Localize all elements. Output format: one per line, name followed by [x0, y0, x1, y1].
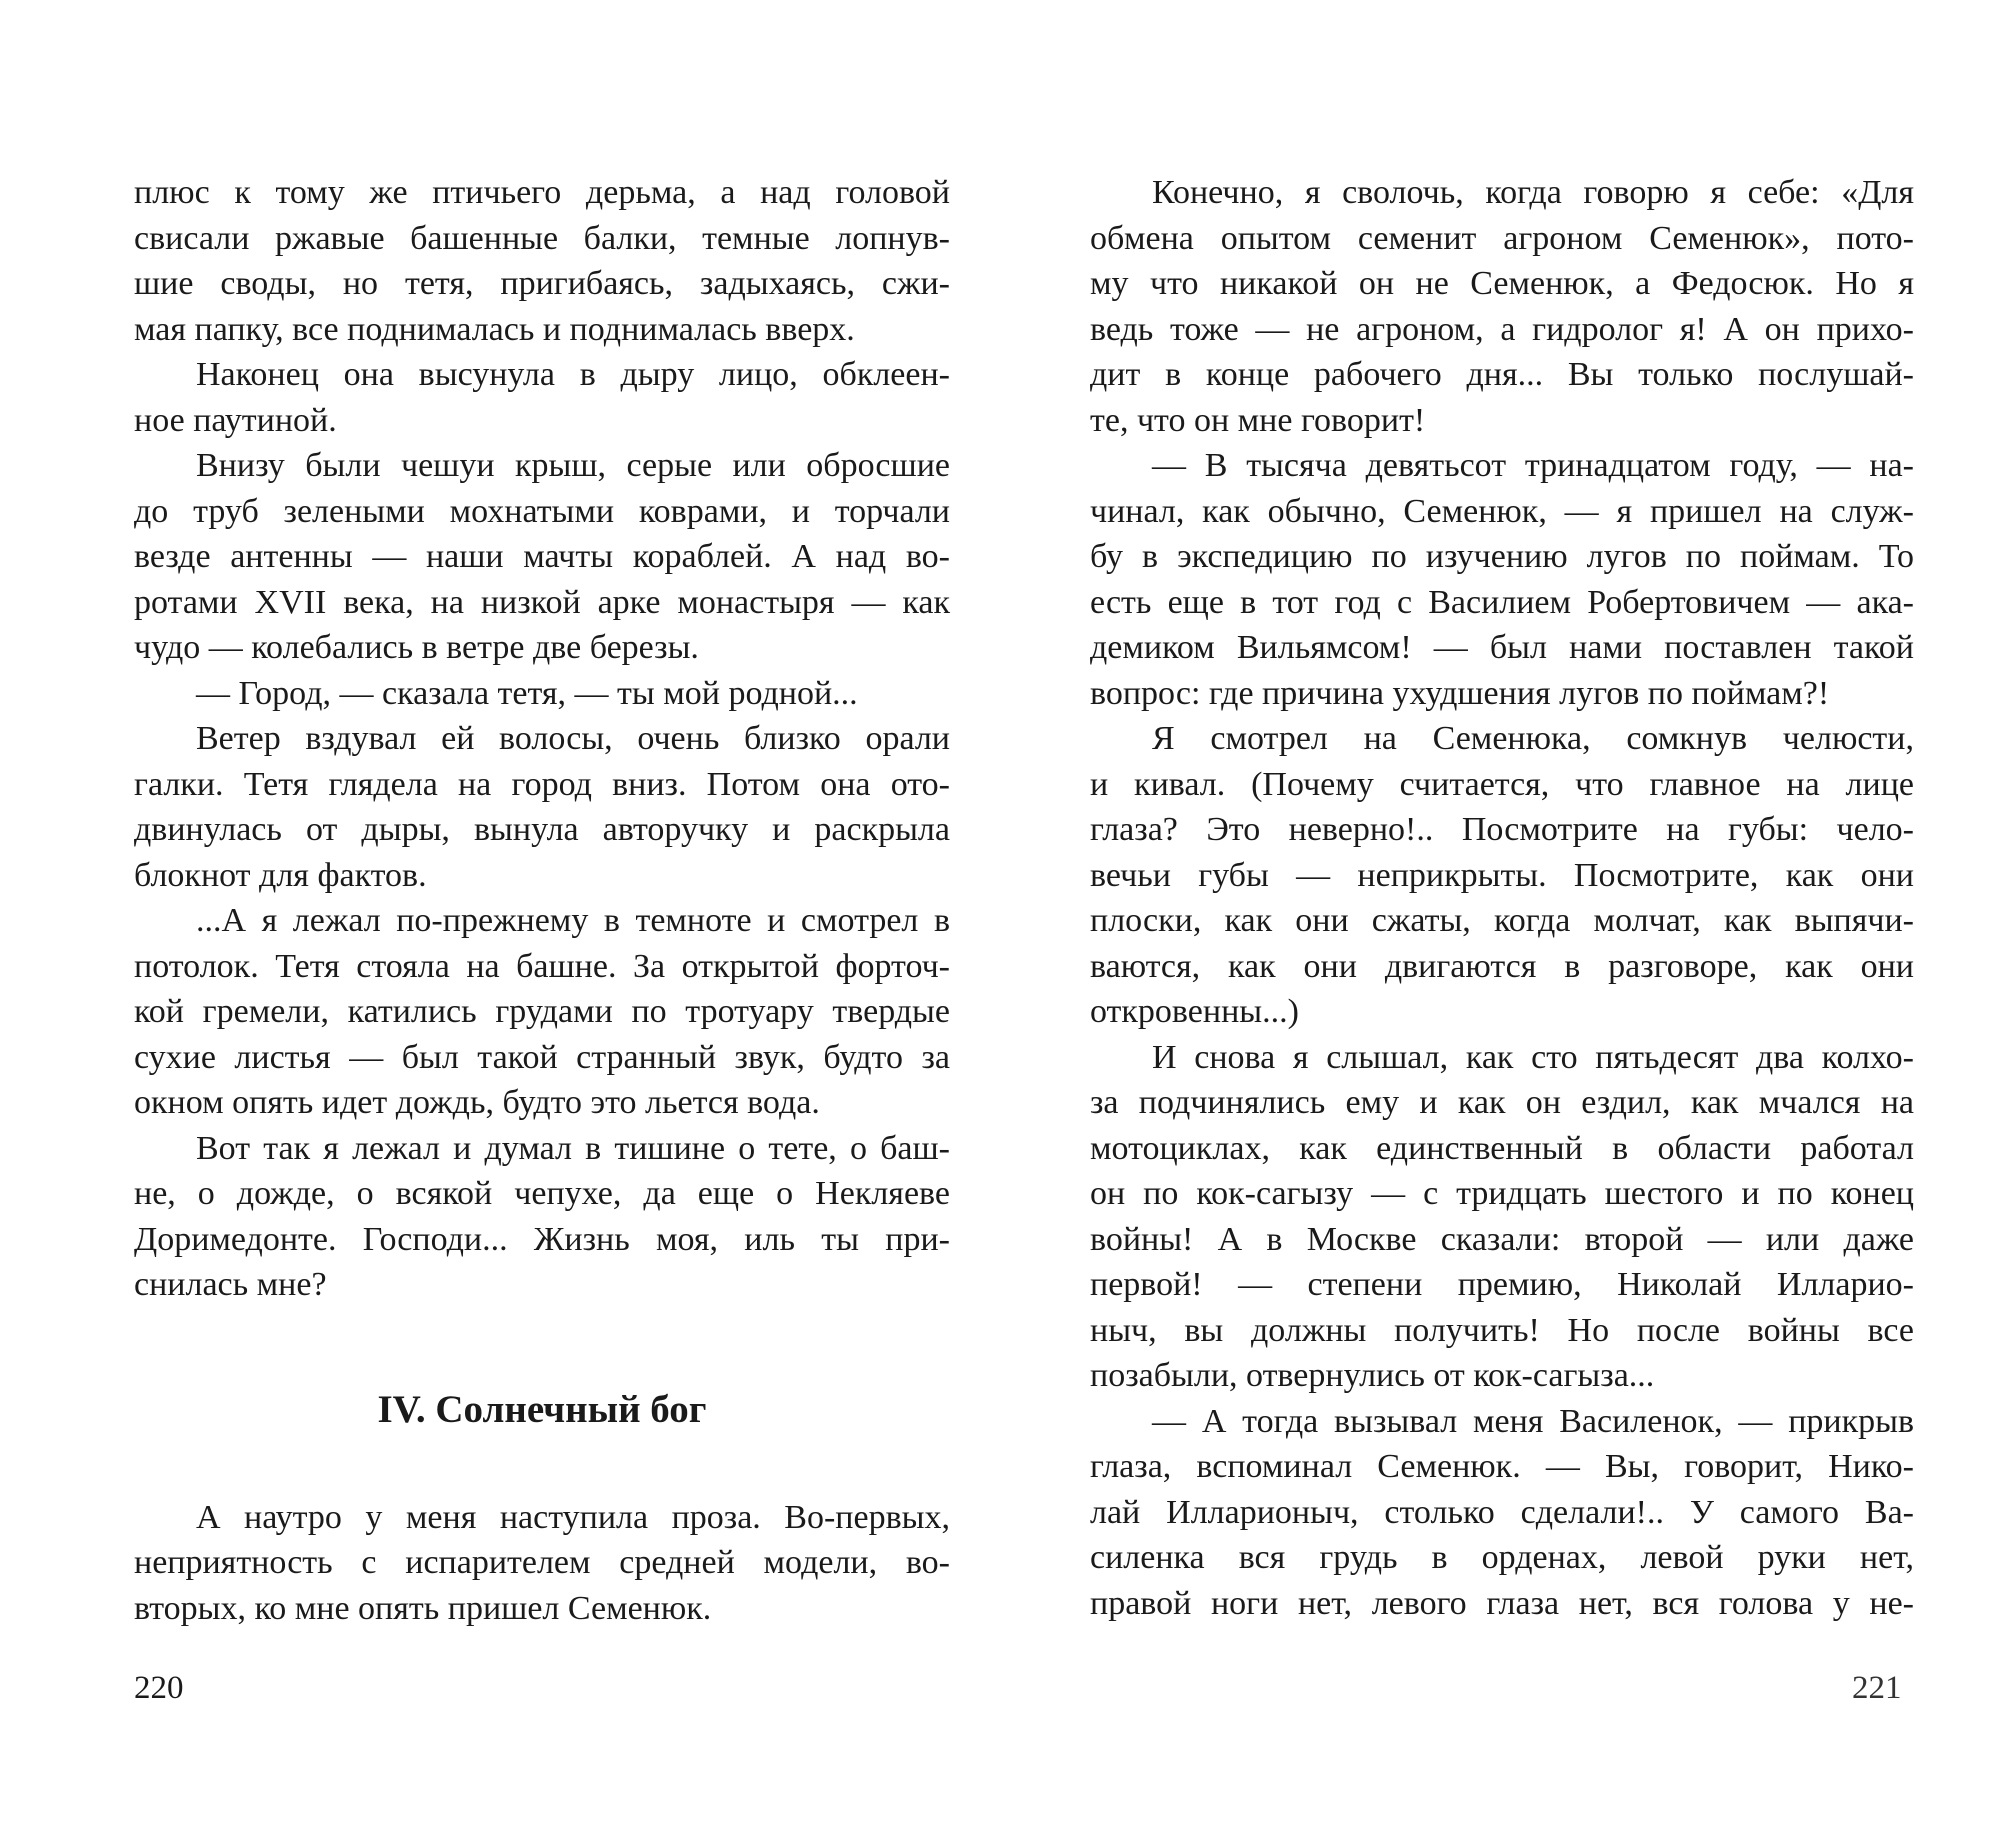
- text-line: дит в конце рабочего дня... Вы только послушай-: [1090, 356, 1914, 393]
- left-block-3: [134, 671, 950, 717]
- left-block-6: [134, 1126, 950, 1308]
- text-line: мая папку, все поднималась и поднималась вверх.: [134, 310, 855, 348]
- text-line: те, что он мне говорит!: [1090, 401, 1426, 439]
- text-line: лай Илларионыч, столько сделали!.. У самого Ва-: [1090, 1493, 1914, 1531]
- text-line: войны! А в Москве сказали: второй — или даже: [1090, 1220, 1914, 1258]
- text-line: И снова я слышал, как сто пятьдесят два колхо-: [1152, 1038, 1914, 1076]
- text-line: правой ноги нет, левого глаза нет, вся голова у не-: [1090, 1584, 1914, 1622]
- text-line: — А тогда вызывал меня Василенок, — прикрыв: [1152, 1402, 1914, 1440]
- left-block-2: [134, 443, 950, 671]
- right-block-3: [1090, 1035, 1914, 1399]
- text-line: силенка вся грудь в орденах, левой руки нет,: [1090, 1539, 1914, 1576]
- text-line: блокнот для фактов.: [134, 856, 427, 894]
- text-line: чинал, как обычно, Семенюк, — я пришел на служ-: [1090, 492, 1914, 530]
- text-line: глаза? Это неверно!.. Посмотрите на губы: чело-: [1090, 811, 1914, 848]
- text-line: му что никакой он не Семенюк, а Федосюк. Но я: [1090, 265, 1914, 302]
- page-number-left: 220: [134, 1670, 184, 1706]
- text-line: не, о дожде, о всякой чепухе, да еще о Некляеве: [134, 1175, 950, 1212]
- text-line: снилась мне?: [134, 1266, 327, 1303]
- right-page: [1090, 170, 1914, 1626]
- text-line: Конечно, я сволочь, когда говорю я себе: «Для: [1152, 174, 1914, 211]
- text-line: — Город, — сказала тетя, — ты мой родной...: [196, 674, 858, 712]
- text-line: окном опять идет дождь, будто это льется вода.: [134, 1084, 820, 1121]
- text-line: Доримедонте. Господи... Жизнь моя, иль ты при-: [134, 1220, 950, 1258]
- text-line: ныч, вы должны получить! Но после войны все: [1090, 1311, 1914, 1349]
- text-line: ное паутиной.: [134, 401, 337, 439]
- left-page: [134, 170, 950, 1631]
- text-line: Наконец она высунула в дыру лицо, обклеен-: [196, 356, 950, 393]
- text-line: А наутро у меня наступила проза. Во-первых,: [196, 1498, 950, 1536]
- text-line: демиком Вильямсом! — был нами поставлен такой: [1090, 629, 1914, 666]
- text-line: ваются, как они двигаются в разговоре, как они: [1090, 947, 1914, 985]
- text-line: откровенны...): [1090, 993, 1299, 1030]
- text-line: — В тысяча девятьсот тринадцатом году, — на-: [1152, 447, 1914, 484]
- text-line: Внизу были чешуи крыш, серые или обросшие: [196, 447, 950, 484]
- text-line: он по кок-сагызу — с тридцать шестого и по конец: [1090, 1175, 1914, 1212]
- text-line: вечьи губы — неприкрыты. Посмотрите, как они: [1090, 856, 1914, 894]
- text-line: обмена опытом семенит агроном Семенюк», пото-: [1090, 219, 1914, 257]
- text-line: потолок. Тетя стояла на башне. За открытой форточ-: [134, 947, 950, 985]
- text-line: неприятность с испарителем средней модели, во-: [134, 1544, 950, 1581]
- chapter-spacer: [134, 1308, 950, 1380]
- text-line: свисали ржавые башенные балки, темные лопнув-: [134, 219, 950, 257]
- text-line: до труб зелеными мохнатыми коврами, и торчали: [134, 492, 950, 530]
- text-line: глаза, вспоминал Семенюк. — Вы, говорит, Нико-: [1090, 1448, 1914, 1485]
- right-block-2: [1090, 716, 1914, 1035]
- text-line: шие своды, но тетя, пригибаясь, задыхаясь, сжи-: [134, 265, 950, 302]
- text-line: Ветер вздувал ей волосы, очень близко орали: [196, 720, 950, 757]
- text-line: позабыли, отвернулись от кок-сагыза...: [1090, 1357, 1655, 1394]
- text-line: есть еще в тот год с Василием Робертовичем — ака-: [1090, 583, 1914, 621]
- text-line: чудо — колебались в ветре две березы.: [134, 629, 699, 666]
- text-line: везде антенны — наши мачты кораблей. А над во-: [134, 538, 950, 575]
- text-line: вопрос: где причина ухудшения лугов по поймам?!: [1090, 674, 1830, 712]
- left-block-0: [134, 170, 950, 352]
- right-block-1: [1090, 443, 1914, 716]
- text-line: бу в экспедицию по изучению лугов по поймам. То: [1090, 538, 1914, 575]
- text-line: за подчинялись ему и как он ездил, как мчался на: [1090, 1084, 1914, 1121]
- chapter-paragraph: [134, 1495, 950, 1632]
- text-line: сухие листья — был такой странный звук, будто за: [134, 1038, 950, 1076]
- text-line: плоски, как они сжаты, когда молчат, как выпячи-: [1090, 902, 1914, 939]
- right-block-4: [1090, 1399, 1914, 1627]
- chapter-title: IV. Солнечный бог: [377, 1387, 707, 1431]
- page-number-right: 221: [1852, 1670, 1902, 1706]
- text-line: ведь тоже — не агроном, а гидролог я! А он прихо-: [1090, 310, 1914, 348]
- text-line: мотоциклах, как единственный в области работал: [1090, 1129, 1914, 1167]
- text-line: плюс к тому же птичьего дерьма, а над головой: [134, 174, 950, 211]
- text-line: ротами XVII века, на низкой арке монастыря — как: [134, 583, 950, 621]
- right-block-0: [1090, 170, 1914, 443]
- text-line: и кивал. (Почему считается, что главное на лице: [1090, 765, 1914, 803]
- left-block-1: [134, 352, 950, 443]
- text-line: вторых, ко мне опять пришел Семенюк.: [134, 1589, 712, 1627]
- text-line: двинулась от дыры, вынула авторучку и раскрыла: [134, 811, 950, 848]
- text-line: первой! — степени премию, Николай Илларио-: [1090, 1266, 1914, 1303]
- left-block-5: [134, 898, 950, 1126]
- text-line: кой гремели, катились грудами по тротуару твердые: [134, 993, 950, 1030]
- left-block-4: [134, 716, 950, 898]
- text-line: ...А я лежал по-прежнему в темноте и смотрел в: [196, 902, 950, 939]
- text-line: галки. Тетя глядела на город вниз. Потом она ото-: [134, 765, 950, 803]
- text-line: Я смотрел на Семенюка, сомкнув челюсти,: [1152, 720, 1914, 757]
- text-line: Вот так я лежал и думал в тишине о тете, о баш-: [196, 1129, 950, 1167]
